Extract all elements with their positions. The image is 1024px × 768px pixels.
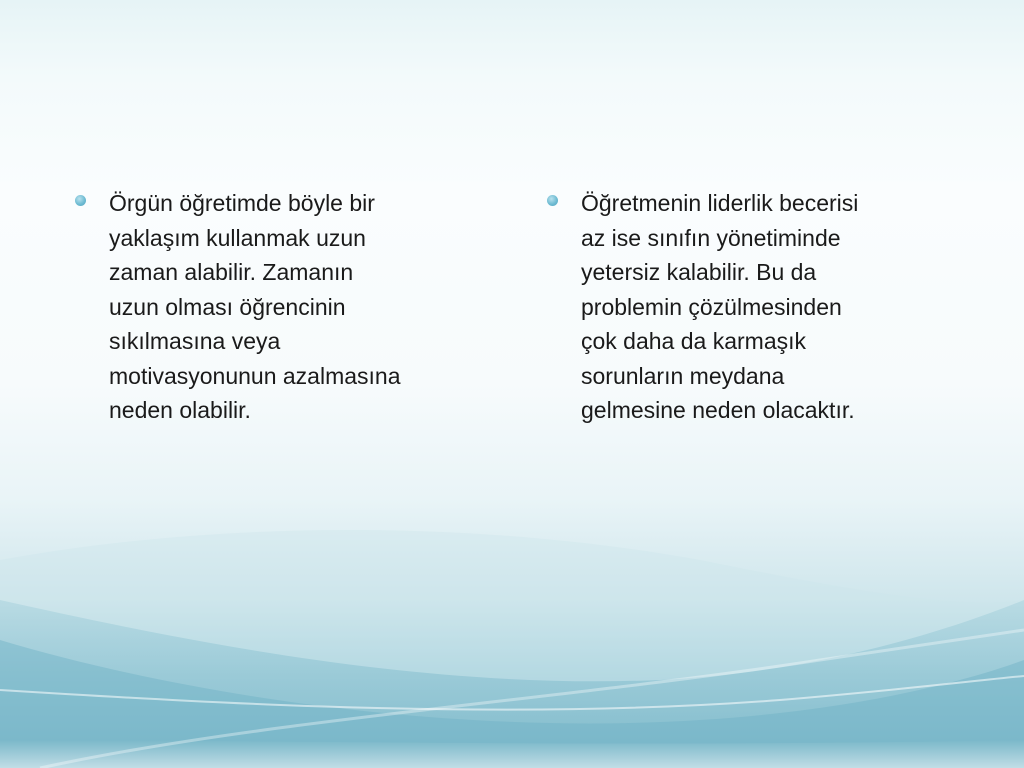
left-bullet-text: Örgün öğretimde böyle bir yaklaşım kullanmak uzun zaman alabilir. Zamanın uzun olması öğrencinin sıkılmasına veya motivasyonunun azalmasına neden olabilir. [109, 190, 401, 423]
right-bullet-item [544, 186, 944, 428]
left-column [72, 186, 492, 428]
bullet-dot-icon [547, 195, 558, 206]
bullet-dot-icon [75, 195, 86, 206]
right-bullet-text: Öğretmenin liderlik becerisi az ise sınıfın yönetiminde yetersiz kalabilir. Bu da problemin çözülmesinden çok daha da karmaşık sorunların meydana gelmesine neden olacaktır. [581, 190, 859, 423]
left-bullet-item [72, 186, 492, 428]
right-column [544, 186, 944, 428]
